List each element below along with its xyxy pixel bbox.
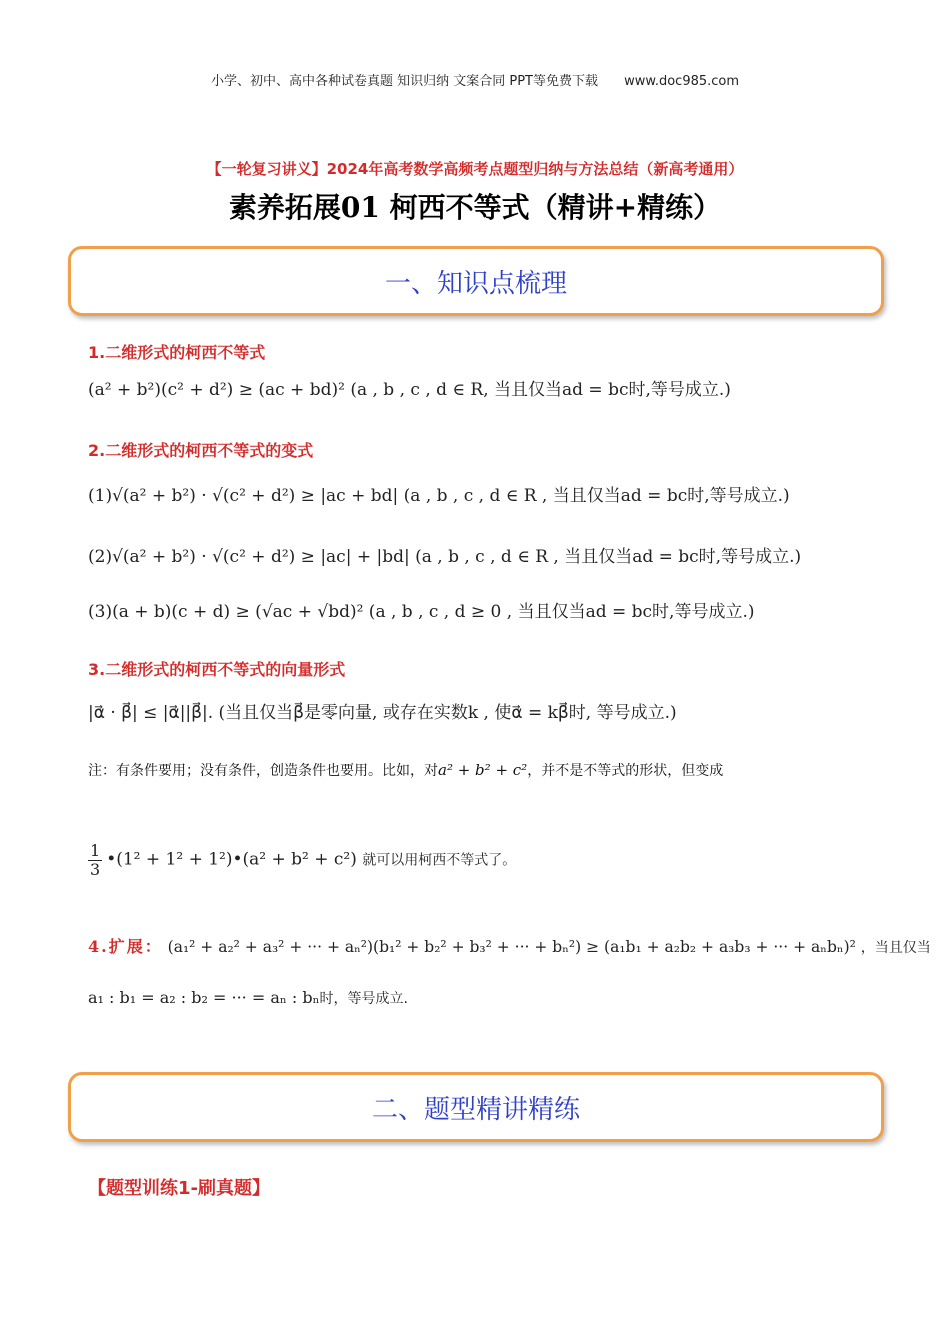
extension-tail: ，当且仅当 (860, 940, 931, 956)
fraction-denominator: 3 (90, 859, 101, 879)
heading-2d-variants: 2.二维形式的柯西不等式的变式 (88, 441, 314, 460)
fraction-numerator: 1 (90, 841, 101, 860)
extension-condition-line (88, 988, 408, 1008)
formula-2d-cauchy: (a² + b²)(c² + d²) ≥ (ac + bd)² (a , b , c , d ∈ R, 当且仅当ad = bc时,等号成立.) (88, 380, 731, 400)
formula-variant-2: (2)√(a² + b²) · √(c² + d²) ≥ |ac| + |bd| (a , b , c , d ∈ R , 当且仅当ad = bc时,等号成立.) (88, 547, 802, 567)
note-prefix: 注：有条件要用；没有条件，创造条件也要用。比如，对 (88, 763, 438, 779)
note-formula: •(1² + 1² + 1²)•(a² + b² + c²) (106, 849, 357, 870)
section-title-question-types: 二、题型精讲精练 (371, 1094, 580, 1125)
note-end: 就可以用柯西不等式了。 (362, 852, 517, 869)
section-box-question-types (68, 1072, 884, 1142)
section-title-knowledge: 一、知识点梳理 (384, 268, 567, 299)
note-formula-line (88, 842, 516, 878)
note-line (88, 760, 723, 780)
extension-formula: (a₁² + a₂² + a₃² + ··· + aₙ²)(b₁² + b₂² + b₃² + ··· + bₙ²) ≥ (a₁b₁ + a₂b₂ + a₃b₃ + ··· + aₙbₙ)² (167, 938, 856, 956)
extension-end: 时，等号成立. (319, 991, 408, 1007)
document-subtitle: 【一轮复习讲义】2024年高考数学高频考点题型归纳与方法总结（新高考通用） (206, 160, 744, 178)
fraction-one-third (88, 842, 102, 878)
extension-line (88, 934, 931, 957)
formula-variant-1: (1)√(a² + b²) · √(c² + d²) ≥ |ac + bd| (a , b , c , d ∈ R , 当且仅当ad = bc时,等号成立.) (88, 486, 790, 506)
extension-label: 4.扩展： (88, 937, 163, 956)
section-box-knowledge (68, 246, 884, 316)
heading-2d-cauchy: 1.二维形式的柯西不等式 (88, 343, 266, 362)
formula-variant-3: (3)(a + b)(c + d) ≥ (√ac + √bd)² (a , b , c , d ≥ 0 , 当且仅当ad = bc时,等号成立.) (88, 602, 755, 622)
heading-vector-form: 3.二维形式的柯西不等式的向量形式 (88, 660, 346, 679)
note-suffix: ，并不是不等式的形状，但变成 (527, 763, 724, 779)
header-text: 小学、初中、高中各种试卷真题 知识归纳 文案合同 PPT等免费下载 (210, 74, 598, 89)
note-expression: a² + b² + c² (438, 761, 528, 779)
training-heading: 【题型训练1-刷真题】 (88, 1178, 270, 1199)
header-url[interactable]: www.doc985.com (624, 74, 740, 89)
page-header (0, 70, 950, 89)
extension-condition: a₁ : b₁ = a₂ : b₂ = ··· = aₙ : bₙ (88, 988, 320, 1007)
document-title: 素养拓展01 柯西不等式（精讲+精练） (228, 191, 722, 224)
formula-vector-form: |α⃗ · β⃗| ≤ |α⃗||β⃗|. (当且仅当β⃗是零向量, 或存在实数k , 使α⃗ = kβ⃗时, 等号成立.) (88, 703, 677, 723)
